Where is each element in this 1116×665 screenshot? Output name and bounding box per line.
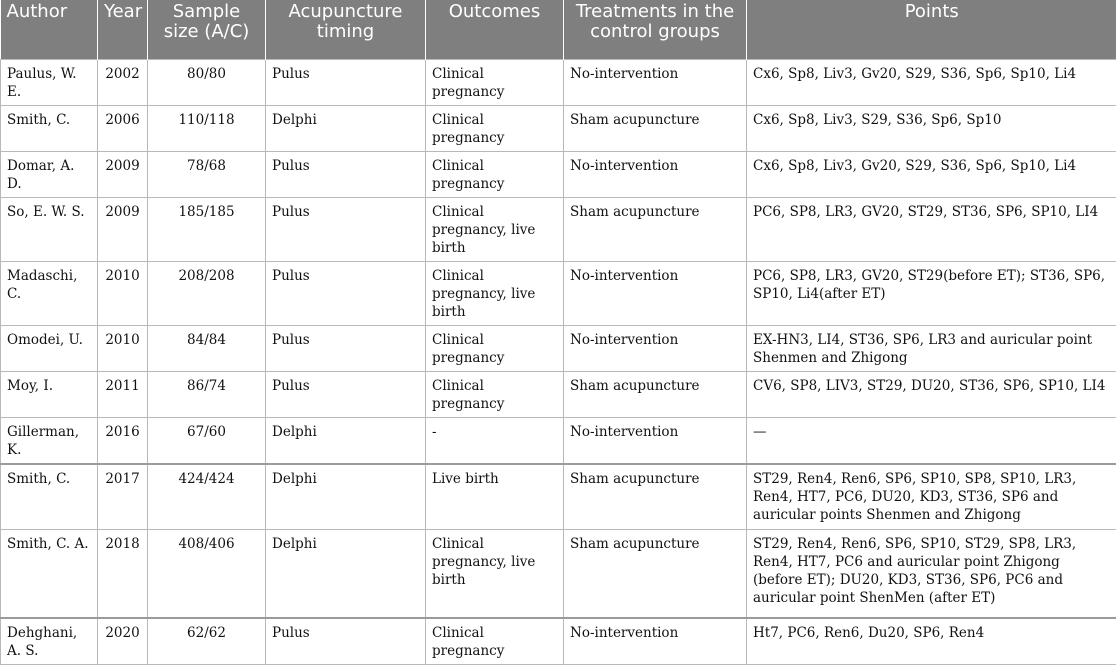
cell-control: Sham acupuncture [564,197,747,261]
header-outcomes: Outcomes [426,0,564,59]
cell-author: So, E. W. S. [1,197,98,261]
cell-year: 2006 [98,105,148,151]
cell-author: Domar, A. D. [1,151,98,197]
cell-outcomes: Clinical pregnancy [426,325,564,371]
cell-year: 2016 [98,417,148,464]
cell-timing: Delphi [266,464,426,530]
cell-year: 2011 [98,371,148,417]
cell-control: No-intervention [564,417,747,464]
cell-author: Smith, C. A. [1,530,98,618]
cell-sample: 67/60 [148,417,266,464]
cell-control: No-intervention [564,261,747,325]
table-row [1,59,1116,105]
header-sample-size: Sample size (A/C) [148,0,266,59]
table-row [1,151,1116,197]
cell-control: No-intervention [564,325,747,371]
header-author: Author [1,0,98,59]
cell-year: 2002 [98,59,148,105]
cell-points: Ht7, PC6, Ren6, Du20, SP6, Ren4 [747,618,1116,665]
cell-outcomes: Clinical pregnancy [426,151,564,197]
cell-points: EX-HN3, LI4, ST36, SP6, LR3 and auricular point Shenmen and Zhigong [747,325,1116,371]
table-row [1,371,1116,417]
cell-sample: 84/84 [148,325,266,371]
cell-points: PC6, SP8, LR3, GV20, ST29, ST36, SP6, SP10, LI4 [747,197,1116,261]
cell-points: — [747,417,1116,464]
cell-timing: Pulus [266,59,426,105]
cell-sample: 86/74 [148,371,266,417]
table-row [1,325,1116,371]
cell-sample: 185/185 [148,197,266,261]
cell-outcomes: Clinical pregnancy, live birth [426,530,564,618]
cell-outcomes: Live birth [426,464,564,530]
cell-timing: Delphi [266,105,426,151]
cell-outcomes: Clinical pregnancy, live birth [426,197,564,261]
cell-points: PC6, SP8, LR3, GV20, ST29(before ET); ST36, SP6, SP10, Li4(after ET) [747,261,1116,325]
cell-control: Sham acupuncture [564,530,747,618]
cell-outcomes: - [426,417,564,464]
cell-year: 2010 [98,261,148,325]
cell-points: Cx6, Sp8, Liv3, Gv20, S29, S36, Sp6, Sp10, Li4 [747,59,1116,105]
cell-points: ST29, Ren4, Ren6, SP6, SP10, ST29, SP8, LR3, Ren4, HT7, PC6 and auricular point Zhigong (before ET); DU20, KD3, ST36, SP6, PC6 and auricular point ShenMen (after ET) [747,530,1116,618]
cell-author: Dehghani, A. S. [1,618,98,665]
cell-author: Smith, C. [1,464,98,530]
cell-outcomes: Clinical pregnancy, live birth [426,261,564,325]
cell-year: 2020 [98,618,148,665]
cell-author: Gillerman, K. [1,417,98,464]
cell-outcomes: Clinical pregnancy [426,105,564,151]
cell-sample: 110/118 [148,105,266,151]
cell-timing: Pulus [266,151,426,197]
cell-sample: 78/68 [148,151,266,197]
cell-year: 2009 [98,151,148,197]
cell-year: 2010 [98,325,148,371]
header-control-treatments: Treatments in the control groups [564,0,747,59]
header-row [1,0,1116,59]
cell-timing: Pulus [266,197,426,261]
cell-sample: 62/62 [148,618,266,665]
table-row [1,105,1116,151]
cell-timing: Pulus [266,261,426,325]
cell-points: Cx6, Sp8, Liv3, Gv20, S29, S36, Sp6, Sp10, Li4 [747,151,1116,197]
table-row [1,197,1116,261]
cell-year: 2009 [98,197,148,261]
cell-timing: Pulus [266,325,426,371]
table-row [1,417,1116,464]
cell-control: No-intervention [564,618,747,665]
header-acupuncture-timing: Acupuncture timing [266,0,426,59]
cell-author: Madaschi, C. [1,261,98,325]
cell-control: Sham acupuncture [564,371,747,417]
cell-sample: 208/208 [148,261,266,325]
cell-points: ST29, Ren4, Ren6, SP6, SP10, SP8, SP10, LR3, Ren4, HT7, PC6, DU20, KD3, ST36, SP6 and auricular points Shenmen and Zhigong [747,464,1116,530]
cell-timing: Delphi [266,530,426,618]
cell-control: Sham acupuncture [564,464,747,530]
cell-points: CV6, SP8, LIV3, ST29, DU20, ST36, SP6, SP10, LI4 [747,371,1116,417]
cell-timing: Pulus [266,371,426,417]
table-row [1,464,1116,530]
cell-control: No-intervention [564,151,747,197]
cell-sample: 80/80 [148,59,266,105]
cell-author: Moy, I. [1,371,98,417]
cell-year: 2018 [98,530,148,618]
cell-outcomes: Clinical pregnancy [426,371,564,417]
header-year: Year [98,0,148,59]
table-row [1,261,1116,325]
table-row [1,618,1116,665]
cell-outcomes: Clinical pregnancy [426,59,564,105]
cell-author: Omodei, U. [1,325,98,371]
cell-points: Cx6, Sp8, Liv3, S29, S36, Sp6, Sp10 [747,105,1116,151]
cell-timing: Delphi [266,417,426,464]
cell-timing: Pulus [266,618,426,665]
cell-outcomes: Clinical pregnancy [426,618,564,665]
cell-year: 2017 [98,464,148,530]
cell-sample: 424/424 [148,464,266,530]
table-row [1,530,1116,618]
cell-control: No-intervention [564,59,747,105]
cell-sample: 408/406 [148,530,266,618]
cell-author: Paulus, W. E. [1,59,98,105]
header-points: Points [747,0,1116,59]
cell-author: Smith, C. [1,105,98,151]
cell-control: Sham acupuncture [564,105,747,151]
